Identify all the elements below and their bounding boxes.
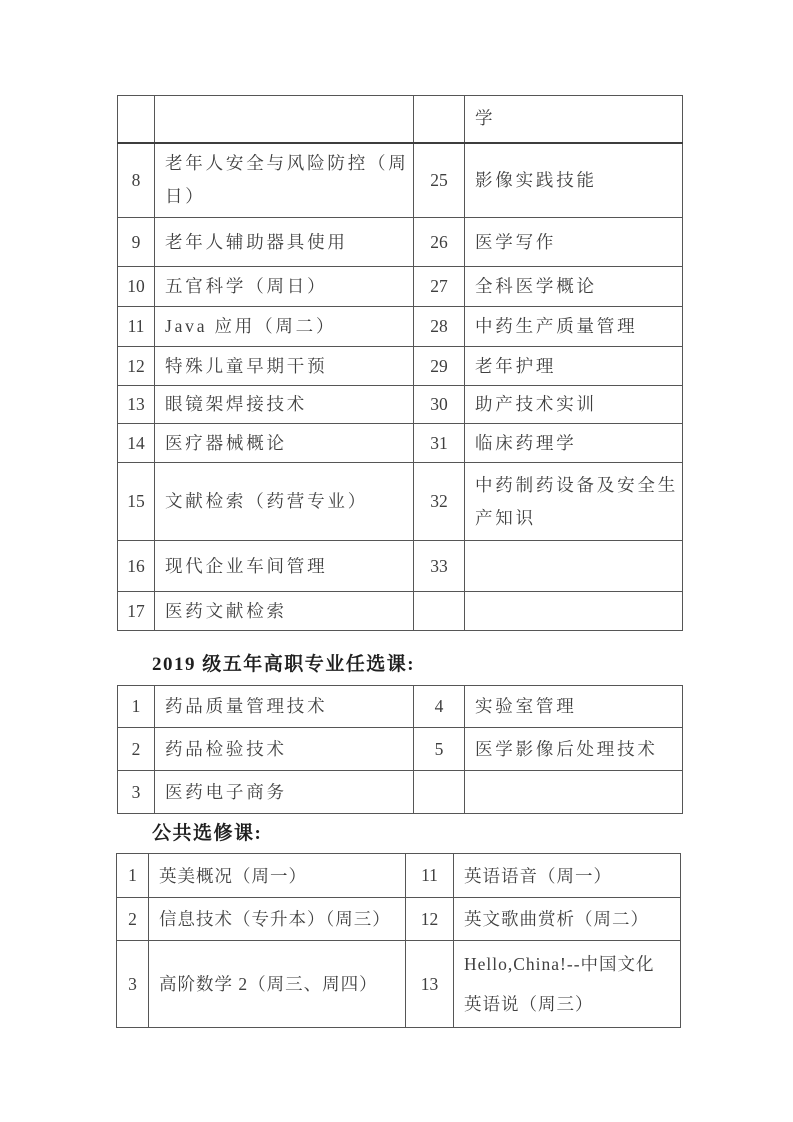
course-number-cell: 28: [414, 307, 465, 347]
course-name-cell: 英语语音（周一）: [454, 854, 681, 898]
course-name-cell: 眼镜架焊接技术: [155, 386, 414, 424]
course-number-cell: 13: [406, 941, 454, 1028]
course-name-cell: 信息技术（专升本）（周三）: [149, 898, 406, 941]
course-name-cell: 影像实践技能: [465, 143, 683, 218]
course-name-cell: Java 应用（周二）: [155, 307, 414, 347]
empty-region: [414, 592, 465, 631]
course-table-continued: [117, 95, 683, 631]
table-row: [118, 143, 683, 218]
course-name-cell: 老年人安全与风险防控（周 日）: [155, 143, 414, 218]
table-row: [118, 771, 683, 814]
course-name-cell: 学: [465, 96, 683, 143]
course-name-cell: 中药生产质量管理: [465, 307, 683, 347]
course-number-cell: 13: [118, 386, 155, 424]
table-row: [118, 96, 683, 143]
course-name-cell: 特殊儿童早期干预: [155, 347, 414, 386]
course-name-cell: [155, 96, 414, 143]
course-name-cell: 现代企业车间管理: [155, 541, 414, 592]
course-number-cell: 12: [118, 347, 155, 386]
table-row: [118, 592, 683, 631]
empty-region: [465, 592, 683, 631]
course-number-cell: 33: [414, 541, 465, 592]
course-name-cell: 助产技术实训: [465, 386, 683, 424]
table-row: [118, 686, 683, 728]
course-number-cell: 27: [414, 267, 465, 307]
course-name-cell: 英文歌曲赏析（周二）: [454, 898, 681, 941]
course-name-cell: 文献检索（药营专业）: [155, 463, 414, 541]
table-row: [118, 347, 683, 386]
table-row: [118, 386, 683, 424]
table-row: [118, 728, 683, 771]
empty-region: [414, 771, 465, 814]
course-number-cell: 2: [117, 898, 149, 941]
course-number-cell: 1: [118, 686, 155, 728]
course-table-public: [116, 853, 681, 1028]
course-number-cell: 10: [118, 267, 155, 307]
course-name-cell: 英美概况（周一）: [149, 854, 406, 898]
course-name-cell: 医疗器械概论: [155, 424, 414, 463]
section-heading-public-elective: 公共选修课:: [152, 823, 263, 844]
course-name-cell: 全科医学概论: [465, 267, 683, 307]
section-heading-five-year-vocational: 2019 级五年高职专业任选课:: [152, 654, 416, 675]
course-number-cell: 3: [117, 941, 149, 1028]
course-number-cell: 29: [414, 347, 465, 386]
course-name-cell: 医学影像后处理技术: [465, 728, 683, 771]
course-name-cell: 中药制药设备及安全生 产知识: [465, 463, 683, 541]
table-row: [118, 218, 683, 267]
table-row: [118, 541, 683, 592]
table-row: [117, 898, 681, 941]
course-number-cell: 12: [406, 898, 454, 941]
course-name-cell: 五官科学（周日）: [155, 267, 414, 307]
course-name-cell: 医药电子商务: [155, 771, 414, 814]
empty-region: [465, 771, 683, 814]
course-table-five-year: [117, 685, 683, 814]
course-number-cell: 4: [414, 686, 465, 728]
table-row: [118, 307, 683, 347]
course-number-cell: 14: [118, 424, 155, 463]
course-number-cell: 30: [414, 386, 465, 424]
table-row: [118, 267, 683, 307]
course-name-cell: 医药文献检索: [155, 592, 414, 631]
table-row: [117, 854, 681, 898]
course-number-cell: 26: [414, 218, 465, 267]
course-number-cell: 15: [118, 463, 155, 541]
course-name-cell: 实验室管理: [465, 686, 683, 728]
course-number-cell: 31: [414, 424, 465, 463]
course-number-cell: 9: [118, 218, 155, 267]
course-number-cell: 3: [118, 771, 155, 814]
course-number-cell: 16: [118, 541, 155, 592]
course-number-cell: 11: [118, 307, 155, 347]
course-number-cell: 25: [414, 143, 465, 218]
table-row: [118, 424, 683, 463]
course-name-cell: 药品质量管理技术: [155, 686, 414, 728]
course-name-cell: 药品检验技术: [155, 728, 414, 771]
table-row: [118, 463, 683, 541]
course-number-cell: 2: [118, 728, 155, 771]
course-name-cell: 医学写作: [465, 218, 683, 267]
course-number-cell: [414, 96, 465, 143]
course-name-cell: 高阶数学 2（周三、周四）: [149, 941, 406, 1028]
course-name-cell: 老年人辅助器具使用: [155, 218, 414, 267]
course-name-cell: 临床药理学: [465, 424, 683, 463]
course-number-cell: 11: [406, 854, 454, 898]
course-number-cell: 17: [118, 592, 155, 631]
course-name-cell: [465, 541, 683, 592]
course-number-cell: 1: [117, 854, 149, 898]
course-name-cell: 老年护理: [465, 347, 683, 386]
course-number-cell: 5: [414, 728, 465, 771]
course-number-cell: 32: [414, 463, 465, 541]
table-row: [117, 941, 681, 1028]
course-number-cell: 8: [118, 143, 155, 218]
course-name-cell: Hello,China!--中国文化 英语说（周三）: [454, 941, 681, 1028]
course-number-cell: [118, 96, 155, 143]
